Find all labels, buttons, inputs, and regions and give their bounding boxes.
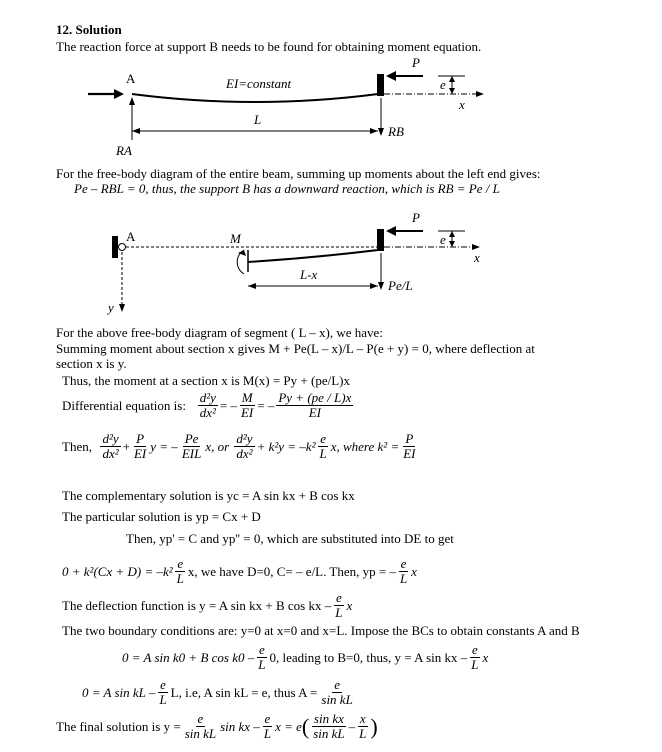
fig1-label-e: e [440, 77, 446, 92]
fig1-label-rb: RB [388, 124, 404, 139]
segment-beam [248, 250, 378, 262]
fig2-label-e: e [440, 232, 446, 247]
fig2-label-p: P [412, 210, 420, 225]
paragraph-4: section x is y. [56, 356, 127, 371]
fig1-label-a: A [126, 71, 136, 86]
solution-heading: 12. Solution [56, 22, 122, 37]
fig2-label-lx: L-x [300, 267, 318, 282]
paragraph-1b: Pe – RBL = 0, thus, the support B has a downward reaction, which is RB = Pe / L [74, 181, 500, 196]
fig1-label-ra: RA [116, 143, 132, 158]
fig1-label-ei: EI=constant [226, 76, 292, 91]
differential-equation: Differential equation is: $\frac{\text{d²y}}{\text{dx²}}$ = – $\frac{M}{EI}$ = – $\frac{Py + (pe / L)x}{EI}$ [62, 390, 352, 420]
left-pin-support [112, 236, 118, 258]
fig2-label-x: x [474, 250, 480, 265]
complementary-solution: The complementary solution is yc = A sin kx + B cos kx [62, 488, 355, 503]
bc-equation-2: 0 = A sin kL – $\frac{e}{L}$ L, i.e, A sin kL = e, thus A = $\frac{e}{\text{sin kL}}$ [82, 677, 353, 707]
then-substitution: Then, yp' = C and yp'' = 0, which are substituted into DE to get [126, 531, 454, 546]
fig1-label-l: L [254, 112, 262, 127]
substitution-equation: 0 + k²(Cx + D) = –k² $\frac{e}{L}$ x, we have D=0, C= – e/L. Then, yp = – $\frac{e}{L}$ x [62, 556, 417, 586]
paragraph-1: For the free-body diagram of the entire beam, summing up moments about the left end gives: [56, 166, 541, 181]
paragraph-5: Thus, the moment at a section x is M(x) = Py + (pe/L)x [62, 373, 350, 388]
final-solution: The final solution is y = $\frac{e}{\text{sin kL}}$ sin kx – $\frac{e}{L}$ x = e ( $\frac{\text{sin kx}}{\text{sin kL}}$ – $\frac{x}{L}$ ) [56, 711, 378, 741]
beam-diagram-2 [0, 0, 662, 330]
fig2-label-a: A [126, 229, 136, 244]
intro-text: The reaction force at support B needs to be found for obtaining moment equation. [56, 39, 482, 54]
fig2-label-y: y [108, 300, 114, 315]
fig1-label-x: x [459, 97, 465, 112]
deflection-function: The deflection function is y = A sin kx + B cos kx – $\frac{e}{L}$ x [62, 590, 353, 620]
then-equation-1: Then, $\frac{\text{d²y}}{\text{dx²}}$ + $\frac{P}{EI}$ y = – $\frac{Pe}{\text{EIL}}$ x, or $\frac{\text{d²y}}{\text{dx²}}$ + k²y = –k² $\frac{e}{L}$ x, where k² = $\frac{P}{EI}$ [62, 431, 416, 461]
bc-equation-1: 0 = A sin k0 + B cos k0 – $\frac{e}{L}$ 0, leading to B=0, thus, y = A sin kx – $\frac{e}{L}$ x [122, 642, 489, 672]
boundary-conditions: The two boundary conditions are: y=0 at x=0 and x=L. Impose the BCs to obtain constants A and B [62, 623, 580, 638]
fig1-label-p: P [412, 55, 420, 70]
paragraph-2: For the above free-body diagram of segment ( L – x), we have: [56, 325, 383, 340]
fig2-label-pel: Pe/L [388, 278, 413, 293]
particular-solution: The particular solution is yp = Cx + D [62, 509, 261, 524]
paragraph-3: Summing moment about section x gives M + Pe(L – x)/L – P(e + y) = 0, where deflection at [56, 341, 535, 356]
fig2-label-m: M [230, 231, 241, 246]
